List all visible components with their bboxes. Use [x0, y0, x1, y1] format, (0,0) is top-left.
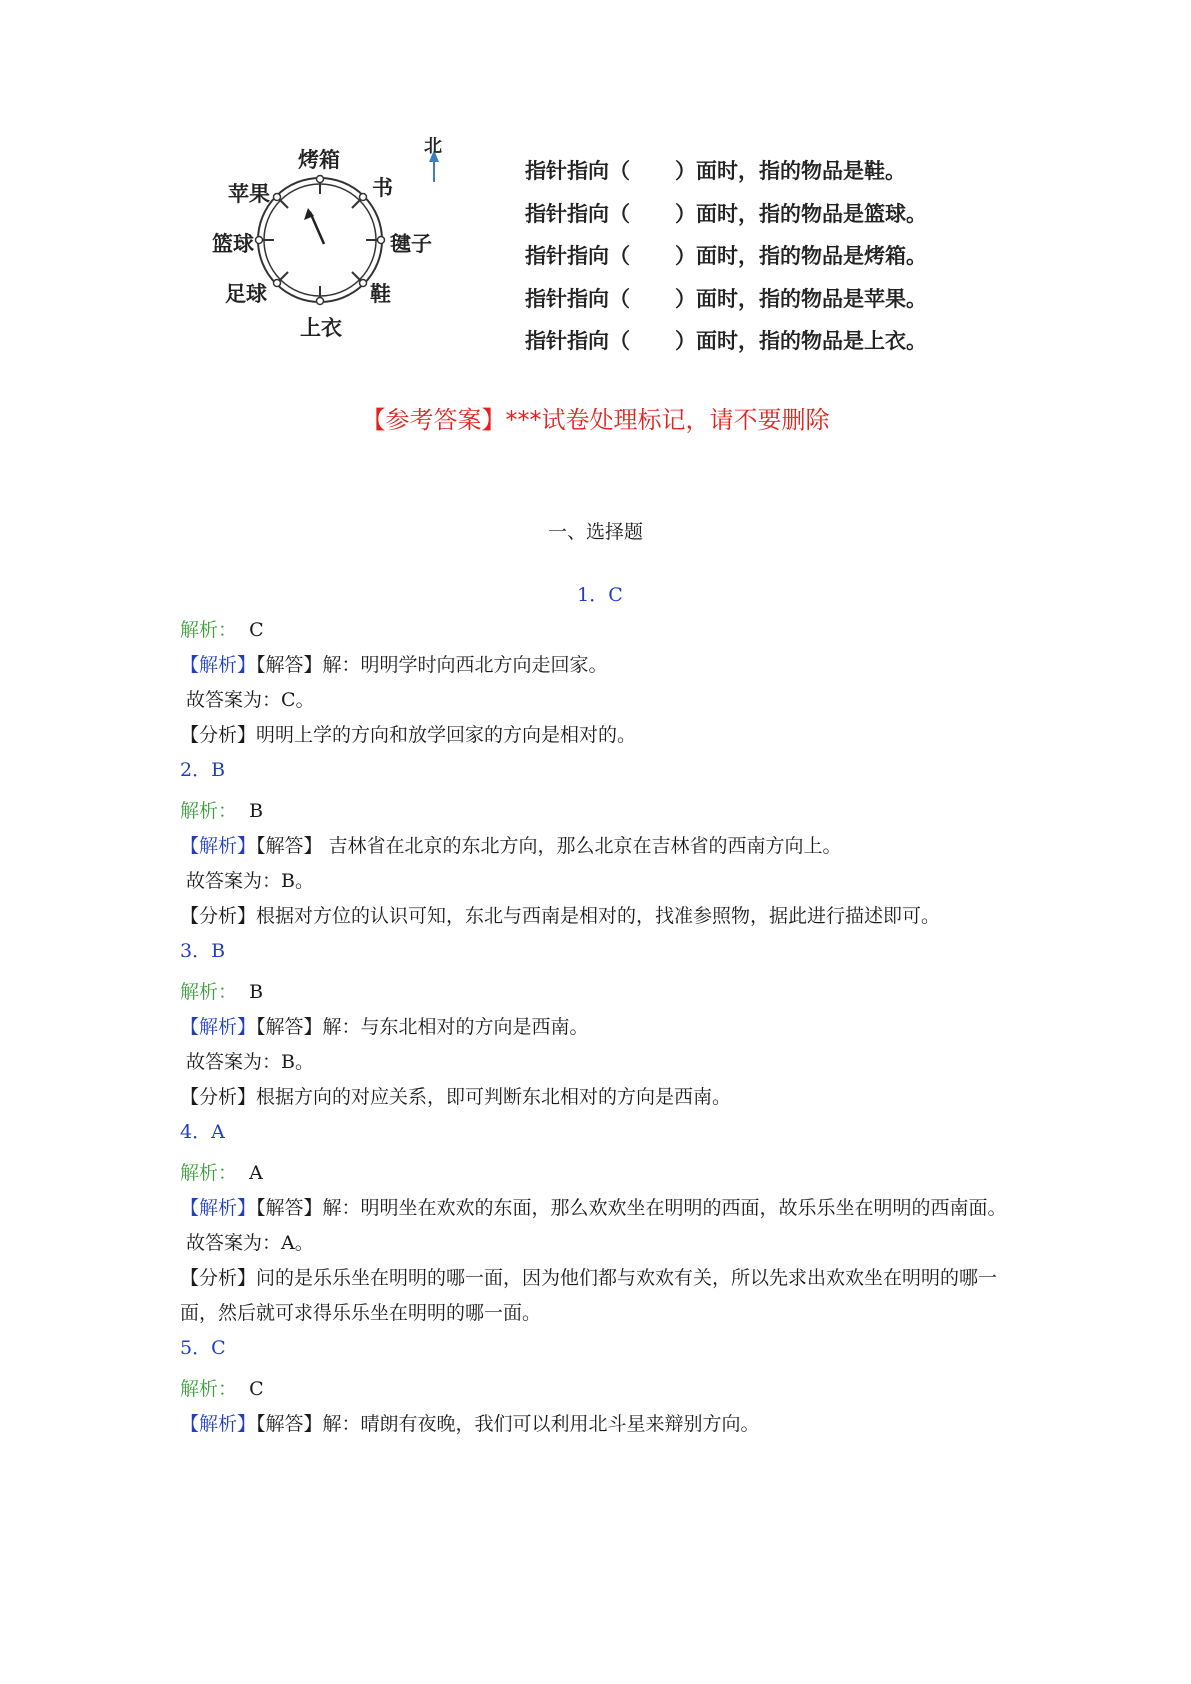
- item-label: 苹果: [228, 182, 270, 206]
- item-label: 足球: [225, 282, 267, 306]
- analysis-line: 【分析】根据对方位的认识可知，东北与西南是相对的，找准参照物，据此进行描述即可。: [180, 905, 941, 927]
- section-title: 一、选择题: [547, 521, 643, 543]
- final-answer: 故答案为：B。: [186, 1051, 314, 1073]
- item-label: 篮球: [212, 232, 254, 256]
- final-answer: 故答案为：C。: [186, 689, 315, 711]
- figure-question: 指针指向（ ）面时，指的物品是篮球。: [525, 201, 927, 226]
- answer-mark: 【参考答案】***试卷处理标记，请不要删除: [361, 406, 830, 434]
- final-answer: 故答案为：B。: [186, 870, 314, 892]
- solution-line: 【解析】【解答】解：晴朗有夜晚，我们可以利用北斗星来辩别方向。: [180, 1413, 760, 1435]
- item-label: 烤箱: [298, 148, 340, 172]
- north-label: 北: [424, 136, 442, 157]
- answer-number: 2．B: [180, 759, 226, 781]
- jiexi-line: 解析： B: [180, 800, 264, 822]
- final-answer: 故答案为：A。: [186, 1232, 314, 1254]
- figure-questions: [525, 155, 975, 368]
- analysis-line: 【分析】问的是乐乐坐在明明的哪一面，因为他们都与欢欢有关，所以先求出欢欢坐在明明的哪一面，然后就可求得乐乐坐在明明的哪一面。: [180, 1267, 998, 1324]
- solution-line: 【解析】【解答】解：明明坐在欢欢的东面，那么欢欢坐在明明的西面，故乐乐坐在明明的西南面。: [180, 1197, 1007, 1219]
- jiexi-line: 解析： A: [180, 1162, 263, 1184]
- compass-figure: [200, 120, 980, 370]
- item-label: 上衣: [300, 316, 342, 340]
- item-label: 毽子: [390, 232, 432, 256]
- item-label: 鞋: [370, 282, 391, 306]
- figure-question: 指针指向（ ）面时，指的物品是苹果。: [525, 286, 927, 311]
- figure-question: 指针指向（ ）面时，指的物品是上衣。: [525, 329, 927, 353]
- solution-line: 【解析】【解答】 吉林省在北京的东北方向，那么北京在吉林省的西南方向上。: [180, 835, 842, 857]
- solution-line: 【解析】【解答】解：与东北相对的方向是西南。: [180, 1016, 589, 1038]
- answer-number: 4．A: [180, 1121, 225, 1143]
- analysis-line: 【分析】明明上学的方向和放学回家的方向是相对的。: [180, 724, 637, 746]
- analysis-line: 【分析】根据方向的对应关系，即可判断东北相对的方向是西南。: [180, 1086, 732, 1108]
- answers-list: [180, 578, 1020, 1442]
- jiexi-line: 解析： C: [180, 1378, 264, 1400]
- jiexi-line: 解析： B: [180, 981, 264, 1003]
- solution-line: 【解析】【解答】解：明明学时向西北方向走回家。: [180, 654, 608, 676]
- item-label: 书: [372, 176, 393, 200]
- figure-question: 指针指向（ ）面时，指的物品是鞋。: [525, 159, 906, 183]
- figure-question: 指针指向（ ）面时，指的物品是烤箱。: [525, 244, 927, 268]
- answer-number: 5．C: [180, 1337, 226, 1359]
- jiexi-line: 解析： C: [180, 619, 264, 641]
- answer-number: 3．B: [180, 940, 226, 962]
- answer-number: 1．C: [577, 584, 623, 606]
